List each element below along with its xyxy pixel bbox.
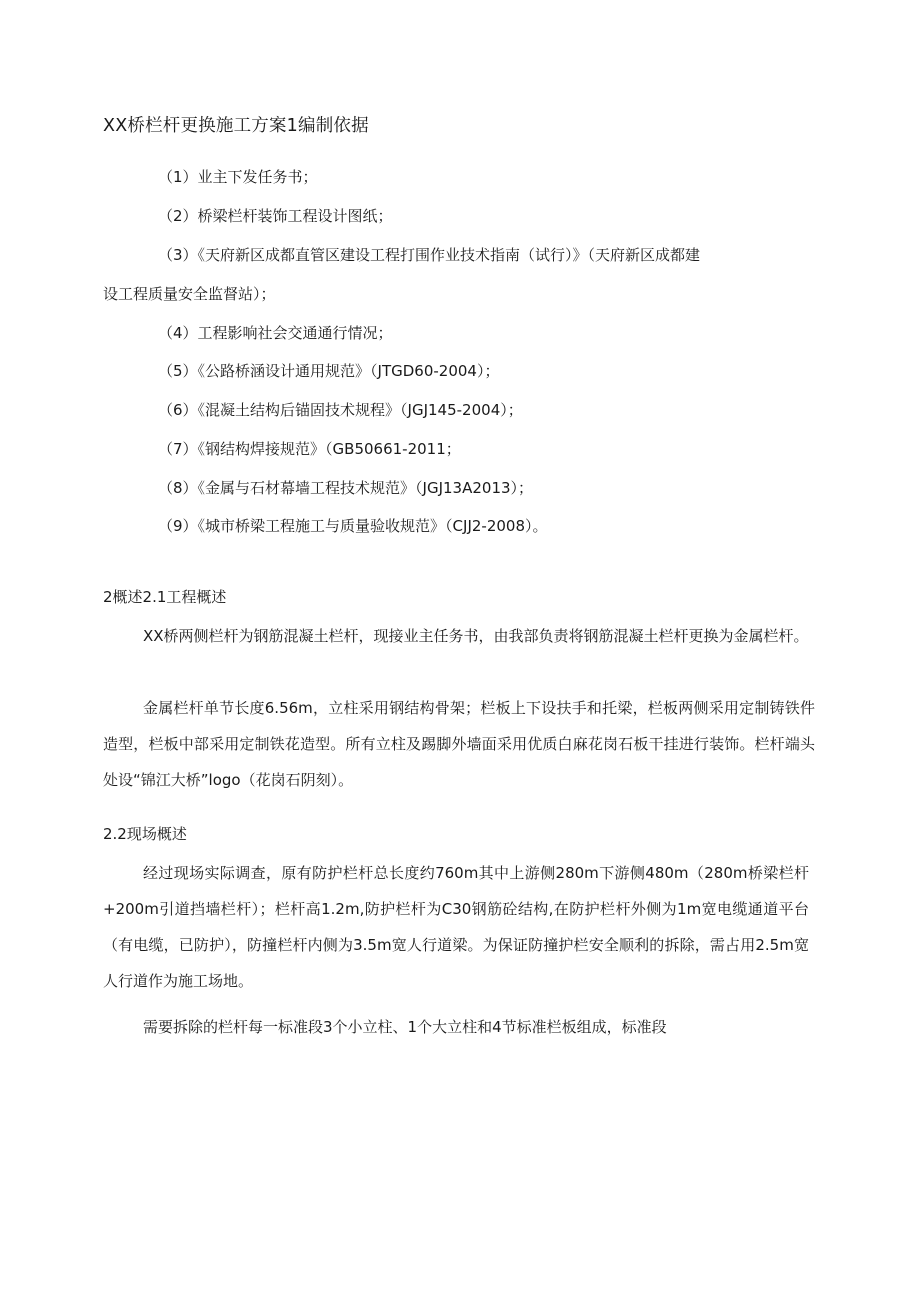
basis-item-7: （7）《钢结构焊接规范》（GB50661-2011； <box>158 440 461 458</box>
document-title: XX桥栏杆更换施工方案1编制依据 <box>103 116 369 136</box>
section-2-paragraph-2: 金属栏杆单节长度6.56m，立柱采用钢结构骨架；栏板上下设扶手和托梁，栏板两侧采用定制铸铁件造型，栏板中部采用定制铁花造型。所有立柱及踢脚外墙面采用优质白麻花岗石板干挂进行装饰。栏杆端头处设“锦江大桥”logo（花岗石阴刻）。 <box>103 699 815 789</box>
basis-item-4: （4）工程影响社会交通通行情况； <box>158 324 393 342</box>
basis-item-8: （8）《金属与石材幕墙工程技术规范》（JGJ13A2013）； <box>158 479 534 497</box>
basis-item-1: （1）业主下发任务书； <box>158 168 318 186</box>
section-2-paragraph-1: XX桥两侧栏杆为钢筋混凝土栏杆，现接业主任务书，由我部负责将钢筋混凝土栏杆更换为金属栏杆。 <box>143 627 809 645</box>
basis-item-9: （9）《城市桥梁工程施工与质量验收规范》（CJJ2-2008）。 <box>158 517 548 535</box>
basis-item-3-continued: 设工程质量安全监督站）； <box>103 285 276 303</box>
basis-item-5: （5）《公路桥涵设计通用规范》（JTGD60-2004）； <box>158 362 500 380</box>
section-2-2-heading: 2.2现场概述 <box>103 825 187 843</box>
section-2-2-paragraph-1: 经过现场实际调查，原有防护栏杆总长度约760m其中上游侧280m下游侧480m（280m桥梁栏杆+200m引道挡墙栏杆）；栏杆高1.2m,防护栏杆为C30钢筋砼结构,在防护栏杆外侧为1m宽电缆通道平台（有电缆，已防护），防撞栏杆内侧为3.5m宽人行道梁。为保证防撞护栏安全顺利的拆除，需占用2.5m宽人行道作为施工场地。 <box>103 864 809 990</box>
section-2-2-paragraph-2: 需要拆除的栏杆每一标准段3个小立柱、1个大立柱和4节标准栏板组成，标准段 <box>143 1018 667 1036</box>
basis-item-6: （6）《混凝土结构后锚固技术规程》（JGJ145-2004）； <box>158 401 523 419</box>
section-2-heading: 2概述2.1工程概述 <box>103 588 227 606</box>
basis-item-3: （3）《天府新区成都直管区建设工程打围作业技术指南（试行）》（天府新区成都建 <box>158 246 701 264</box>
basis-item-2: （2）桥梁栏杆装饰工程设计图纸； <box>158 207 393 225</box>
